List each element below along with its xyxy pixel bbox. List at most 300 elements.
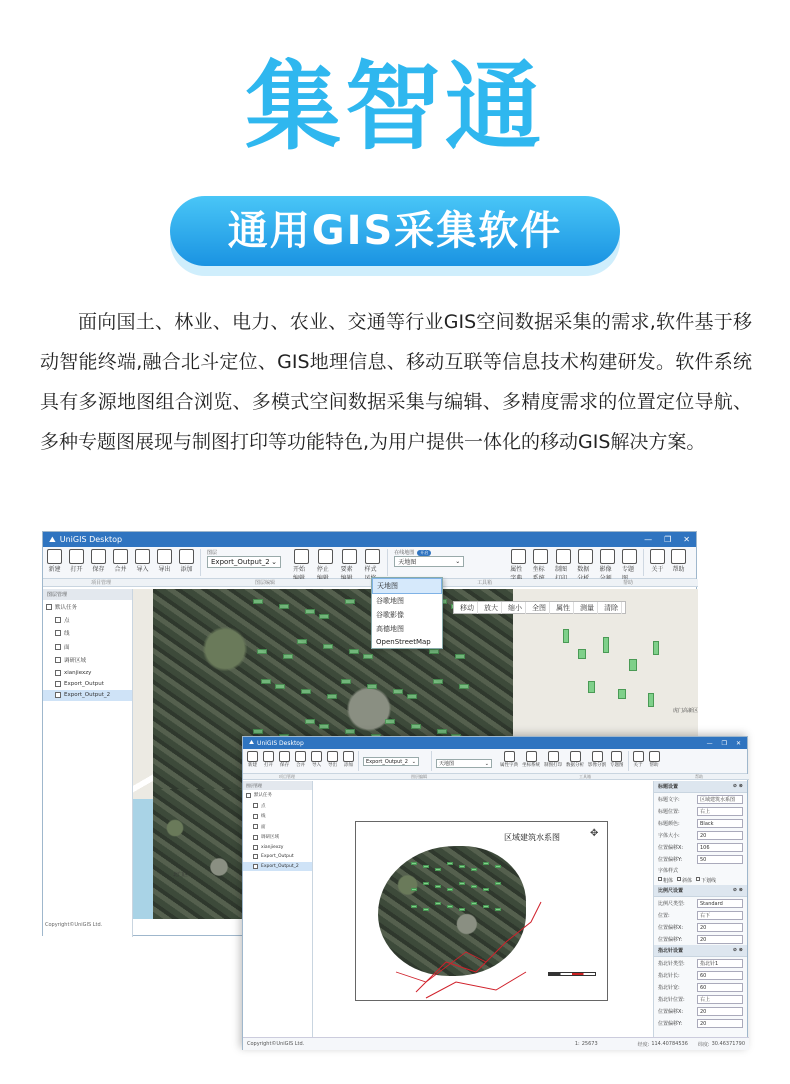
property-value-field[interactable]: 右上 [697, 995, 743, 1004]
tree-root-item[interactable] [243, 790, 312, 801]
coordinate-system-icon [533, 549, 548, 564]
about-button[interactable] [633, 751, 644, 768]
restore-icon[interactable]: ❐ [664, 535, 672, 544]
tree-layer-item[interactable] [243, 862, 312, 872]
image-split-icon [600, 549, 615, 564]
checkbox-label: 下划线 [701, 877, 717, 884]
property-row [654, 817, 747, 829]
property-row [654, 993, 747, 1005]
close-icon[interactable]: ✕ [683, 535, 690, 544]
property-row [654, 933, 747, 945]
ribbon-button-label: 制图 [554, 566, 567, 573]
tree-layer-item[interactable] [243, 822, 312, 833]
property-label: 比例尺类型: [658, 900, 685, 907]
tree-layer-item[interactable] [43, 667, 132, 678]
save-icon [91, 549, 106, 564]
ribbon-button-label: 合并 [296, 763, 305, 768]
export-icon [157, 549, 172, 564]
checkbox[interactable] [696, 877, 700, 881]
property-label: 位置偏移Y: [658, 856, 683, 863]
title-section-header[interactable] [654, 781, 747, 793]
property-value-field[interactable]: 区域建筑水系图 [697, 795, 743, 804]
coordinate-system-button[interactable] [533, 549, 549, 582]
property-value-field[interactable]: 指北针1 [697, 959, 743, 968]
export-button[interactable] [327, 751, 338, 768]
ribbon-group-help [629, 751, 664, 768]
title-bar [243, 737, 747, 749]
print-icon [556, 549, 571, 564]
new-icon [47, 549, 62, 564]
layer-checkbox[interactable] [253, 814, 258, 819]
layer-dropdown-value: Export_Output_2 [211, 558, 270, 566]
chevron-down-icon: ⌄ [484, 760, 489, 767]
import-icon [311, 751, 322, 762]
checkbox[interactable] [658, 877, 662, 881]
section-title: 标题设置 [658, 784, 679, 790]
ribbon-button-label: 属性 [510, 566, 523, 573]
checkbox-label: 粗体 [663, 877, 674, 884]
help-button[interactable] [649, 751, 660, 768]
north-arrow-icon: ✥ [590, 828, 599, 839]
desktop-window-front [242, 736, 748, 1050]
group-label-tools: 工具箱 [579, 774, 591, 779]
layer-checkbox[interactable] [55, 657, 61, 663]
stop-edit-button[interactable] [317, 549, 334, 582]
thematic-map-button[interactable] [610, 751, 624, 768]
section-toggle-icon[interactable]: ⊘ ⊗ [732, 947, 743, 953]
ribbon-button-label: 导入 [136, 566, 149, 573]
open-icon [69, 549, 84, 564]
coordinate-system-button[interactable] [522, 751, 540, 768]
layout-canvas[interactable] [313, 781, 655, 1037]
new-button[interactable] [47, 549, 62, 573]
property-label: 指北针类型: [658, 960, 685, 967]
property-label: 指北针位置: [658, 996, 685, 1003]
ribbon-button-label: 打开 [264, 763, 273, 768]
import-button[interactable] [135, 549, 150, 573]
chevron-down-icon: ⌄ [411, 758, 416, 765]
window-title: UniGIS Desktop [59, 535, 123, 544]
online-map-dropdown[interactable] [394, 556, 464, 567]
property-label: 位置偏移X: [658, 1008, 684, 1015]
layer-tree-header: 图层管理 [243, 781, 312, 790]
ribbon-button-label: 样式 [364, 566, 377, 573]
layer-checkbox[interactable] [246, 793, 251, 798]
zoom-out-tool[interactable]: 缩小 [505, 602, 526, 614]
property-row [654, 841, 747, 853]
online-map-option[interactable]: 高德地图 [376, 625, 404, 633]
print-icon [548, 751, 559, 762]
online-map-label: 在线地图 [394, 550, 415, 556]
about-icon [650, 549, 665, 564]
tree-layer-item[interactable] [243, 843, 312, 853]
open-button[interactable] [263, 751, 274, 768]
ribbon-button-label: 保存 [280, 763, 289, 768]
stop-edit-icon [318, 549, 333, 564]
clear-tool[interactable]: 清除 [601, 602, 622, 614]
thematic-map-button[interactable] [622, 549, 637, 582]
tree-layer-item[interactable] [43, 640, 132, 653]
property-value-field[interactable]: 60 [697, 983, 743, 992]
chevron-down-icon: ⌄ [271, 558, 277, 566]
layer-tree [243, 781, 313, 1037]
property-label: 位置偏移Y: [658, 1020, 683, 1027]
tree-item-label: 面 [64, 644, 70, 651]
tree-item-label: xianjiexzy [261, 844, 284, 850]
property-value-field[interactable]: Standard [697, 899, 743, 908]
property-label: 指北针宽: [658, 984, 680, 991]
open-button[interactable] [69, 549, 84, 573]
place-label: 北门区 [173, 872, 189, 878]
start-edit-icon [294, 549, 309, 564]
online-map-option[interactable]: 天地图 [372, 578, 442, 594]
print-button[interactable] [555, 549, 571, 582]
layer-tree [43, 589, 133, 937]
tree-layer-item[interactable] [243, 801, 312, 812]
scale-value: 25673 [581, 1041, 598, 1047]
restore-icon[interactable]: ❐ [721, 739, 727, 747]
start-edit-button[interactable] [293, 549, 310, 582]
data-analysis-button[interactable] [577, 549, 593, 582]
tree-item-label: 线 [261, 814, 266, 820]
online-map-option[interactable]: 谷歌地图 [376, 597, 404, 605]
layout-frame [355, 821, 608, 1001]
layer-checkbox[interactable] [55, 644, 61, 650]
layer-checkbox[interactable] [253, 864, 258, 869]
online-map-menu [371, 577, 443, 649]
latitude-value: 30.46371790 [711, 1041, 745, 1047]
ribbon-button-label: 影像 [599, 566, 612, 573]
north-section-header[interactable] [654, 945, 747, 957]
tree-layer-item[interactable] [243, 852, 312, 862]
property-row [654, 793, 747, 805]
ribbon-button-label: 专题 [621, 566, 634, 573]
layer-checkbox[interactable] [46, 604, 52, 610]
ribbon-button-label: 要素 [340, 566, 353, 573]
subtitle-banner: 通用GIS采集软件 [170, 196, 620, 266]
print-button[interactable] [544, 751, 562, 768]
copyright-label: Copyright©UniGIS Ltd. [45, 922, 103, 928]
property-row [654, 897, 747, 909]
ribbon-button-label: 制图打印 [544, 763, 562, 768]
property-label: 位置偏移X: [658, 844, 684, 851]
tree-layer-item[interactable] [43, 690, 132, 701]
property-row [654, 805, 747, 817]
group-label-edit: 图层编辑 [255, 580, 276, 586]
layer-checkbox[interactable] [253, 824, 258, 829]
save-icon [279, 751, 290, 762]
tree-item-label: 调研区域 [261, 835, 279, 841]
tree-item-label: 面 [261, 824, 266, 830]
online-map-block [388, 549, 470, 567]
export-button[interactable] [157, 549, 172, 573]
property-label: 位置偏移Y: [658, 936, 683, 943]
section-title: 比例尺设置 [658, 888, 684, 894]
property-row [654, 1017, 747, 1029]
property-value-field[interactable]: 50 [697, 855, 743, 864]
merge-icon [295, 751, 306, 762]
ribbon-button-label: 开始 [293, 566, 306, 573]
ribbon-button-label: 新建 [48, 566, 61, 573]
attribute-dict-button[interactable] [510, 549, 526, 582]
tree-item-label: 默认任务 [55, 604, 78, 611]
layer-checkbox[interactable] [253, 845, 258, 850]
property-value-field[interactable]: 20 [697, 1007, 743, 1016]
ribbon-button-label: 数据 [577, 566, 590, 573]
property-label: 标题文字: [658, 796, 680, 803]
brand-title: 集智通 [245, 51, 545, 163]
online-map-option[interactable]: OpenStreetMap [376, 638, 431, 646]
property-label: 位置: [658, 912, 670, 919]
scale-bar [548, 972, 596, 976]
tree-layer-item[interactable] [43, 613, 132, 626]
import-icon [135, 549, 150, 564]
attribute-dict-button[interactable] [500, 751, 518, 768]
layer-checkbox[interactable] [55, 617, 61, 623]
ribbon-button-label: 导入 [312, 763, 321, 768]
longitude-label: 经度: [637, 1041, 650, 1048]
section-toggle-icon[interactable]: ⊘ ⊗ [732, 887, 743, 893]
map-title: 区域建筑水系图 [504, 833, 560, 842]
longitude-value: 114.40784536 [651, 1041, 688, 1047]
scale-section-header[interactable] [654, 885, 747, 897]
ribbon-button-label: 帮助 [649, 763, 659, 768]
layer-tree-header: 图层管理 [43, 589, 132, 600]
add-button[interactable] [343, 751, 354, 768]
ribbon-button-label: 添加 [180, 566, 193, 573]
ribbon-group-tools [496, 751, 628, 768]
font-style-options [654, 875, 747, 885]
ribbon-group-project [247, 751, 358, 768]
ribbon-button-label: 坐标 [532, 566, 545, 573]
layer-checkbox[interactable] [55, 681, 61, 687]
intro-paragraph: 面向国土、林业、电力、农业、交通等行业GIS空间数据采集的需求,软件基于移动智能终端,融合北斗定位、GIS地理信息、移动互联等信息技术构建研发。软件系统具有多源地图组合浏览、多模式空间数据采集与编辑、多精度需求的位置定位导航、多种专题图展现与制图打印等功能特色,为用户提供一体化的移动GIS解决方案。 [40, 311, 752, 453]
group-label-tools: 工具箱 [477, 580, 493, 586]
property-value-field[interactable]: 20 [697, 923, 743, 932]
tree-item-label: 线 [64, 631, 70, 638]
identify-tool[interactable]: 属性 [553, 602, 574, 614]
font-style-checkbox[interactable] [677, 877, 692, 884]
status-copyright: Copyright©UniGIS Ltd. [247, 1041, 305, 1047]
tree-root-item[interactable] [43, 600, 132, 613]
tree-layer-item[interactable] [243, 811, 312, 822]
layer-checkbox[interactable] [253, 854, 258, 859]
tree-item-label: Export_Output_2 [261, 863, 299, 869]
minimize-icon[interactable]: — [644, 535, 653, 544]
data-analysis-icon [578, 549, 593, 564]
merge-icon [113, 549, 128, 564]
property-value-field[interactable]: 20 [697, 1019, 743, 1028]
online-map-toggle[interactable]: 开启 [417, 550, 431, 556]
merge-button[interactable] [295, 751, 306, 768]
map-toolbar [453, 601, 626, 614]
property-value-field[interactable]: 右下 [697, 911, 743, 920]
section-title: 指北针设置 [658, 948, 684, 954]
ribbon-button-label: 新建 [248, 763, 257, 768]
checkbox-label: 斜体 [682, 877, 693, 884]
save-button[interactable] [91, 549, 106, 573]
group-label-project: 项目管理 [91, 580, 112, 586]
tree-item-label: 点 [261, 803, 266, 809]
property-label: 标题位置: [658, 808, 680, 815]
minimize-icon[interactable]: — [706, 739, 713, 747]
ribbon-group-tools [504, 549, 643, 582]
font-style-checkbox[interactable] [658, 877, 673, 884]
layer-dropdown[interactable] [363, 757, 419, 766]
online-map-option[interactable]: 谷歌影像 [376, 611, 404, 619]
ribbon-button-label: 专题图 [610, 763, 624, 768]
layer-checkbox[interactable] [253, 835, 258, 840]
add-icon [343, 751, 354, 762]
tree-item-label: 调研区域 [64, 658, 87, 665]
property-row [654, 981, 747, 993]
ribbon-button-label: 合并 [114, 566, 127, 573]
property-value-field[interactable]: 60 [697, 971, 743, 980]
font-style-row [654, 865, 747, 875]
app-logo-icon: ⛰ [49, 534, 56, 544]
property-label: 标题颜色: [658, 820, 680, 827]
about-icon [633, 751, 644, 762]
image-split-button[interactable] [588, 751, 606, 768]
tree-item-label: Export_Output [261, 854, 294, 860]
group-label-help: 帮助 [623, 580, 634, 586]
ribbon-group-project [47, 549, 200, 573]
group-label-project: 项目管理 [279, 774, 295, 779]
property-value-field[interactable]: 20 [697, 831, 743, 840]
merge-button[interactable] [113, 549, 128, 573]
layer-checkbox[interactable] [253, 803, 258, 808]
ribbon-button-label: 影像分割 [588, 763, 606, 768]
property-row [654, 853, 747, 865]
property-label: 字体大小: [658, 832, 680, 839]
ribbon-button-label: 坐标系统 [522, 763, 540, 768]
online-map-value: 天地图 [398, 559, 417, 566]
style-icon [365, 549, 380, 564]
new-button[interactable] [247, 751, 258, 768]
ribbon [243, 749, 747, 774]
add-button[interactable] [179, 549, 194, 573]
layer-label: 图层 [207, 550, 218, 556]
checkbox[interactable] [677, 877, 681, 881]
attribute-dict-icon [504, 751, 515, 762]
property-row [654, 909, 747, 921]
coordinate-system-icon [526, 751, 537, 762]
ribbon-button-label: 数据分析 [566, 763, 584, 768]
property-label: 指北针长: [658, 972, 680, 979]
attribute-dict-icon [511, 549, 526, 564]
tree-item-label: 点 [64, 618, 70, 625]
data-analysis-button[interactable] [566, 751, 584, 768]
close-icon[interactable]: ✕ [735, 739, 741, 747]
tree-item-label: Export_Output_2 [64, 692, 111, 699]
property-value-field[interactable]: 20 [697, 935, 743, 944]
layer-checkbox[interactable] [55, 670, 61, 676]
tree-item-label: 默认任务 [254, 793, 272, 799]
image-split-button[interactable] [600, 549, 616, 582]
image-split-icon [592, 751, 603, 762]
ribbon-button-label: 导出 [328, 763, 337, 768]
ribbon-button-label: 打开 [70, 566, 83, 573]
ribbon-button-label: 导出 [158, 566, 171, 573]
ribbon-button-label: 保存 [92, 566, 105, 573]
layer-checkbox[interactable] [55, 630, 61, 636]
layer-selector-block [201, 549, 287, 568]
thematic-map-icon [622, 549, 637, 564]
tree-layer-item[interactable] [43, 654, 132, 667]
layer-checkbox[interactable] [55, 692, 61, 698]
ribbon-button-label: 关于 [651, 566, 664, 573]
font-style-label: 字体样式 [658, 867, 679, 874]
ribbon-group-labels [243, 774, 749, 780]
group-label-edit: 图层编辑 [411, 774, 427, 779]
tree-item-label: Export_Output [64, 680, 104, 687]
title-bar [43, 532, 696, 547]
ribbon-group-help [644, 549, 692, 573]
font-style-checkbox[interactable] [696, 877, 716, 884]
tree-item-label: xianjiexzy [64, 669, 92, 676]
about-button[interactable] [650, 549, 665, 573]
zoom-in-tool[interactable]: 放大 [481, 602, 502, 614]
pan-tool[interactable]: 移动 [457, 602, 478, 614]
property-label: 位置偏移X: [658, 924, 684, 931]
open-icon [263, 751, 274, 762]
property-row [654, 921, 747, 933]
save-button[interactable] [279, 751, 290, 768]
ribbon-button-label: 帮助 [672, 566, 685, 573]
help-icon [649, 751, 660, 762]
full-extent-tool[interactable]: 全图 [529, 602, 550, 614]
property-row [654, 829, 747, 841]
new-icon [247, 751, 258, 762]
tree-layer-item[interactable] [43, 627, 132, 640]
property-row [654, 957, 747, 969]
help-icon [671, 549, 686, 564]
place-label: 虎门高新区 [673, 708, 699, 714]
layer-dropdown-value: Export_Output_2 [366, 758, 408, 765]
section-toggle-icon[interactable]: ⊘ ⊗ [732, 783, 743, 789]
status-bar [243, 1037, 749, 1050]
property-row [654, 1005, 747, 1017]
import-button[interactable] [311, 751, 322, 768]
export-icon [327, 751, 338, 762]
ribbon-button-label: 停止 [316, 566, 329, 573]
data-analysis-icon [570, 751, 581, 762]
ribbon [43, 547, 696, 579]
property-value-field[interactable]: Black [697, 819, 743, 828]
feature-edit-button[interactable] [341, 549, 358, 582]
feature-edit-icon [342, 549, 357, 564]
online-map-dropdown[interactable] [436, 759, 492, 768]
add-icon [179, 549, 194, 564]
property-row [654, 969, 747, 981]
chevron-down-icon: ⌄ [455, 558, 461, 565]
group-label-help: 帮助 [695, 774, 703, 779]
tree-layer-item[interactable] [243, 832, 312, 843]
property-value-field[interactable]: 106 [697, 843, 743, 852]
properties-panel [653, 781, 747, 1037]
scale-label: 1: [574, 1041, 580, 1047]
property-value-field[interactable]: 右上 [697, 807, 743, 816]
layer-dropdown[interactable] [207, 556, 281, 568]
measure-tool[interactable]: 测量 [577, 602, 598, 614]
window-title: UniGIS Desktop [257, 739, 304, 747]
help-button[interactable] [671, 549, 686, 573]
ribbon-button-label: 添加 [344, 763, 353, 768]
tree-layer-item[interactable] [43, 678, 132, 689]
latitude-label: 纬度: [697, 1041, 710, 1048]
ribbon-button-label: 属性字典 [500, 763, 518, 768]
online-map-value: 天地图 [439, 761, 455, 767]
